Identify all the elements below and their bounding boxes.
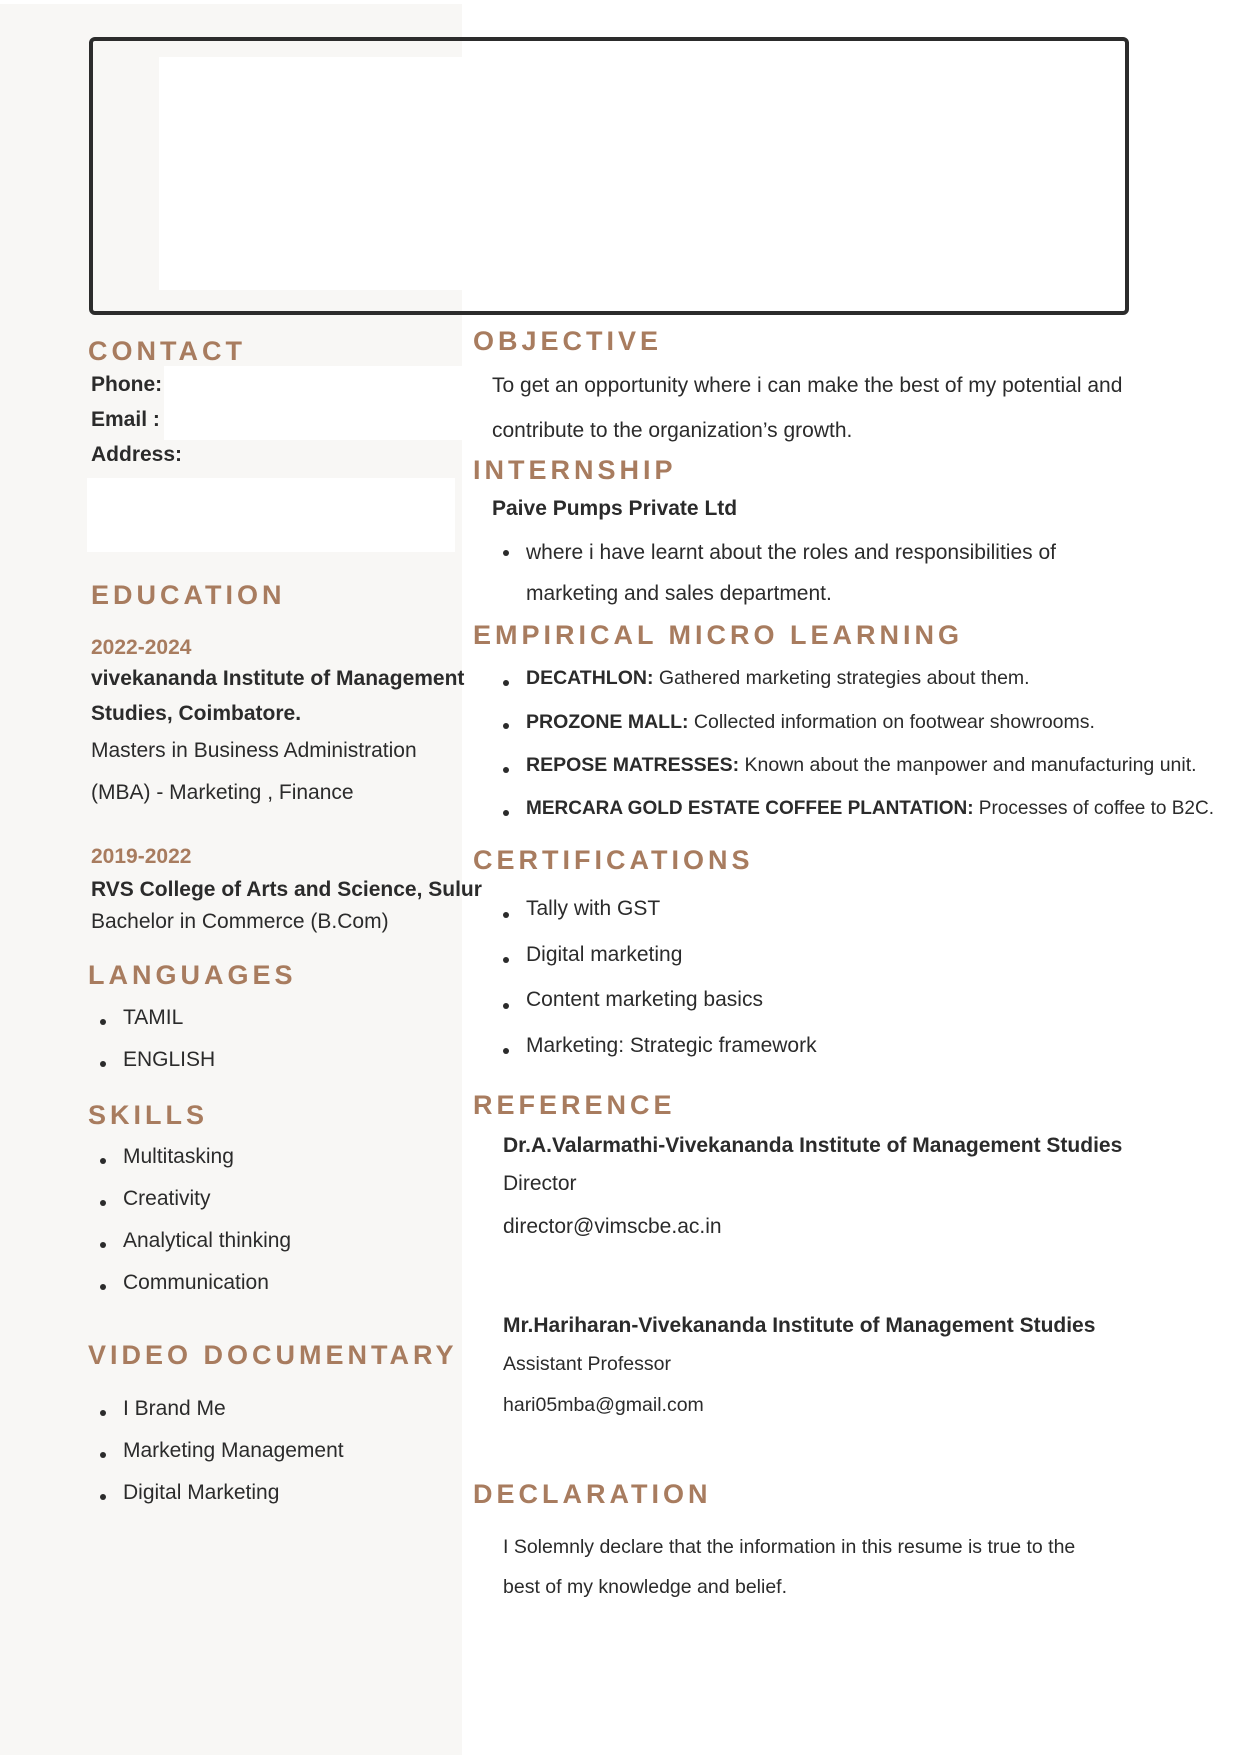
objective-heading: OBJECTIVE: [473, 326, 663, 356]
skills-list: [90, 1140, 291, 1308]
micro-learning-label: MERCARA GOLD ESTATE COFFEE PLANTATION:: [526, 797, 974, 819]
micro-learning-heading: EMPIRICAL MICRO LEARNING: [473, 620, 964, 650]
languages-heading: LANGUAGES: [88, 960, 297, 990]
micro-learning-label: DECATHLON:: [526, 667, 654, 689]
skill-item: Creativity: [90, 1182, 291, 1224]
internship-list: [493, 536, 1056, 570]
skill-item: Analytical thinking: [90, 1224, 291, 1266]
micro-learning-label: PROZONE MALL:: [526, 710, 689, 733]
redacted-contact-values: [164, 366, 462, 440]
micro-learning-label: REPOSE MATRESSES:: [526, 754, 740, 776]
micro-learning-text: Processes of coffee to B2C.: [973, 797, 1214, 819]
micro-learning-text: Collected information on footwear showrooms.: [688, 710, 1095, 733]
internship-heading: INTERNSHIP: [473, 455, 677, 485]
contact-heading: CONTACT: [88, 336, 246, 366]
education-institution: vivekananda Institute of Management: [91, 667, 465, 690]
micro-learning-text: Known about the manpower and manufacturing unit.: [739, 754, 1197, 776]
declaration-heading: DECLARATION: [473, 1479, 712, 1509]
video-item: Digital Marketing: [90, 1476, 344, 1518]
skills-heading: SKILLS: [88, 1100, 209, 1130]
education-heading: EDUCATION: [91, 580, 286, 610]
declaration-text: I Solemnly declare that the information in this resume is true to the: [503, 1536, 1076, 1558]
education-degree: (MBA) - Marketing , Finance: [91, 781, 354, 804]
email-label: Email :: [91, 408, 160, 431]
micro-learning-item: [493, 661, 1214, 705]
skill-item: Communication: [90, 1266, 291, 1308]
micro-learning-item: [493, 748, 1214, 792]
reference-email: director@vimscbe.ac.in: [503, 1215, 722, 1238]
objective-text: To get an opportunity where i can make the best of my potential and: [492, 374, 1123, 397]
micro-learning-item: [493, 705, 1214, 749]
video-item: I Brand Me: [90, 1392, 344, 1434]
certification-item: Content marketing basics: [493, 983, 817, 1029]
video-documentary-list: [90, 1392, 344, 1518]
education-years: 2022-2024: [91, 636, 192, 659]
phone-label: Phone:: [91, 373, 163, 396]
certifications-heading: CERTIFICATIONS: [473, 845, 754, 875]
reference-email: hari05mba@gmail.com: [503, 1394, 704, 1416]
address-label: Address:: [91, 443, 183, 466]
reference-name: Mr.Hariharan-Vivekananda Institute of Management Studies: [503, 1314, 1096, 1337]
internship-item-continued: marketing and sales department.: [526, 582, 832, 605]
certification-item: Marketing: Strategic framework: [493, 1029, 817, 1075]
micro-learning-text: Gathered marketing strategies about them.: [653, 667, 1030, 689]
micro-learning-list: [493, 661, 1214, 835]
redacted-address-value: [87, 478, 455, 552]
certifications-list: [493, 892, 817, 1074]
education-years: 2019-2022: [91, 845, 192, 868]
language-item: TAMIL: [90, 1001, 215, 1043]
reference-name: Dr.A.Valarmathi-Vivekananda Institute of Management Studies: [503, 1134, 1123, 1157]
reference-title: Assistant Professor: [503, 1353, 671, 1375]
skill-item: Multitasking: [90, 1140, 291, 1182]
reference-heading: REFERENCE: [473, 1090, 676, 1120]
education-degree: Bachelor in Commerce (B.Com): [91, 910, 389, 933]
education-institution: Studies, Coimbatore.: [91, 702, 302, 725]
objective-text: contribute to the organization’s growth.: [492, 419, 853, 442]
reference-title: Director: [503, 1172, 577, 1195]
certification-item: Tally with GST: [493, 892, 817, 938]
education-degree: Masters in Business Administration: [91, 739, 417, 762]
education-institution: RVS College of Arts and Science, Sulur: [91, 878, 482, 901]
redacted-header-area: [159, 57, 462, 290]
language-item: ENGLISH: [90, 1043, 215, 1085]
video-item: Marketing Management: [90, 1434, 344, 1476]
internship-item: where i have learnt about the roles and responsibilities of: [493, 536, 1056, 570]
declaration-text: best of my knowledge and belief.: [503, 1576, 788, 1598]
micro-learning-item: [493, 792, 1214, 836]
video-documentary-heading: VIDEO DOCUMENTARY: [88, 1340, 458, 1370]
internship-company: Paive Pumps Private Ltd: [492, 497, 738, 520]
languages-list: [90, 1001, 215, 1085]
certification-item: Digital marketing: [493, 938, 817, 984]
